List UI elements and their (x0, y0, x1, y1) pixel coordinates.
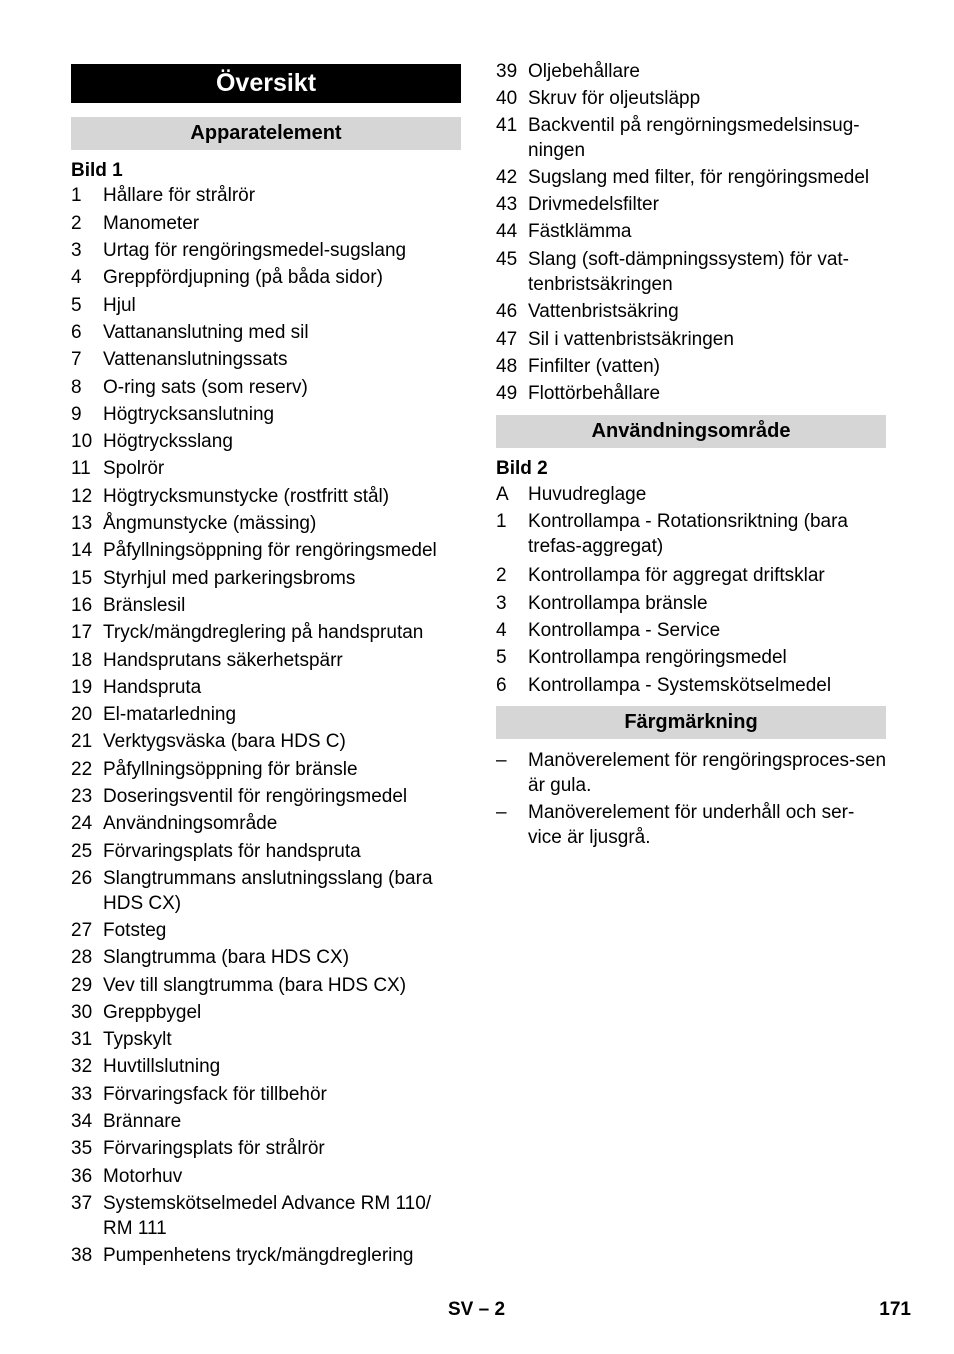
item-number: 14 (71, 540, 93, 561)
item-text: Kontrollampa - Systemskötselmedel (528, 675, 832, 696)
item-text: Påfyllningsöppning för bränsle (103, 759, 358, 780)
item-number: 37 (71, 1193, 93, 1214)
list-item (496, 381, 886, 406)
item-text: Fästklämma (528, 221, 632, 242)
item-number: 45 (496, 249, 518, 270)
item-number: 24 (71, 813, 93, 834)
list-item (496, 509, 886, 559)
section-header-fargmarkning: Färgmärkning (496, 706, 886, 739)
item-text: Motorhuv (103, 1166, 183, 1187)
item-text: Greppfördjupning (på båda sidor) (103, 267, 383, 288)
item-text: Ångmunstycke (mässing) (103, 513, 317, 534)
dash-bullet: – (496, 802, 507, 823)
item-text: Typskylt (103, 1029, 172, 1050)
list-item (71, 648, 461, 673)
list-item (71, 973, 461, 998)
item-number: 38 (71, 1245, 93, 1266)
item-number: 1 (71, 185, 82, 206)
item-text: Handspruta (103, 677, 202, 698)
item-text: Högtrycksslang (103, 431, 233, 452)
item-number: 47 (496, 329, 518, 350)
item-number: 4 (496, 620, 507, 641)
dash-bullet: – (496, 750, 507, 771)
item-number: 27 (71, 920, 93, 941)
item-number: 18 (71, 650, 93, 671)
item-number: 44 (496, 221, 518, 242)
list-item (496, 247, 886, 297)
list-item (496, 591, 886, 616)
list-item (71, 729, 461, 754)
item-number: 21 (71, 731, 93, 752)
item-text: Förvaringsplats för handspruta (103, 841, 361, 862)
item-text: Skruv för oljeutsläpp (528, 88, 701, 109)
list-item (71, 293, 461, 318)
list-item (71, 1109, 461, 1134)
item-number: 9 (71, 404, 82, 425)
item-text: Förvaringsfack för tillbehör (103, 1084, 327, 1105)
item-text: Slangtrummans anslutningsslang (bara HDS CX) (103, 868, 433, 914)
list-item (71, 265, 461, 290)
list-item (71, 1054, 461, 1079)
list-item (71, 839, 461, 864)
item-text: Användningsområde (103, 813, 278, 834)
item-text: El-matarledning (103, 704, 237, 725)
section-header-apparatelement: Apparatelement (71, 117, 461, 150)
item-text: Slangtrumma (bara HDS CX) (103, 947, 350, 968)
item-number: 20 (71, 704, 93, 725)
item-text: O-ring sats (som reserv) (103, 377, 308, 398)
item-number: 4 (71, 267, 82, 288)
item-text: Vattananslutning med sil (103, 322, 309, 343)
item-number: 3 (496, 593, 507, 614)
item-text: Påfyllningsöppning för rengöringsmedel (103, 540, 437, 561)
list-item (71, 757, 461, 782)
item-number: 10 (71, 431, 93, 452)
list-item (496, 673, 886, 698)
list-item (71, 784, 461, 809)
item-number: 40 (496, 88, 518, 109)
item-text: Manöverelement för underhåll och ser-vice är ljusgrå. (528, 802, 855, 848)
item-number: 3 (71, 240, 82, 261)
item-number: 2 (496, 565, 507, 586)
item-number: 30 (71, 1002, 93, 1023)
item-text: Backventil på rengörningsmedelsinsug-ningen (528, 115, 860, 161)
item-text: Manöverelement för rengöringsproces-sen är gula. (528, 750, 887, 796)
list-item (71, 429, 461, 454)
item-number: 28 (71, 947, 93, 968)
list-item (71, 593, 461, 618)
item-text: Högtrycksmunstycke (rostfritt stål) (103, 486, 390, 507)
list-item (496, 192, 886, 217)
list-item (496, 618, 886, 643)
list-item (496, 165, 886, 190)
item-number: 8 (71, 377, 82, 398)
item-text: Systemskötselmedel Advance RM 110/ RM 111 (103, 1193, 432, 1239)
list-item (496, 645, 886, 670)
item-text: Hållare för strålrör (103, 185, 256, 206)
item-text: Urtag för rengöringsmedel-sugslang (103, 240, 407, 261)
list-item (71, 347, 461, 372)
item-number: 5 (71, 295, 82, 316)
item-text: Vev till slangtrumma (bara HDS CX) (103, 975, 407, 996)
item-number: 17 (71, 622, 93, 643)
item-text: Kontrollampa bränsle (528, 593, 708, 614)
list-item (71, 918, 461, 943)
item-number: 11 (71, 458, 91, 479)
item-text: Drivmedelsfilter (528, 194, 659, 215)
list-item (71, 183, 461, 208)
item-text: Brännare (103, 1111, 182, 1132)
item-number: 39 (496, 61, 518, 82)
item-number: A (496, 484, 509, 505)
item-number: 1 (496, 511, 507, 532)
list-item (496, 59, 886, 84)
item-number: 48 (496, 356, 518, 377)
item-number: 33 (71, 1084, 93, 1105)
list-item (71, 1082, 461, 1107)
item-text: Slang (soft-dämpningssystem) för vat-tenbristsäkringen (528, 249, 850, 295)
item-number: 34 (71, 1111, 93, 1132)
list-item (71, 620, 461, 645)
item-text: Doseringsventil för rengöringsmedel (103, 786, 408, 807)
figure-label-bild-1: Bild 1 (71, 160, 123, 181)
list-item (71, 211, 461, 236)
item-text: Greppbygel (103, 1002, 202, 1023)
item-text: Verktygsväska (bara HDS C) (103, 731, 346, 752)
item-text: Handsprutans säkerhetspärr (103, 650, 343, 671)
item-number: 41 (496, 115, 518, 136)
list-item (71, 1191, 461, 1241)
item-number: 12 (71, 486, 93, 507)
item-number: 23 (71, 786, 93, 807)
list-item (496, 86, 886, 111)
item-number: 49 (496, 383, 518, 404)
list-item (71, 675, 461, 700)
item-text: Fotsteg (103, 920, 167, 941)
list-item (71, 1243, 461, 1268)
item-number: 6 (496, 675, 507, 696)
item-text: Kontrollampa rengöringsmedel (528, 647, 787, 668)
item-number: 46 (496, 301, 518, 322)
list-item (71, 484, 461, 509)
list-item (496, 563, 886, 588)
footer-language-page: SV – 2 (448, 1299, 506, 1320)
item-number: 5 (496, 647, 507, 668)
item-number: 29 (71, 975, 93, 996)
item-text: Högtrycksanslutning (103, 404, 275, 425)
item-number: 15 (71, 568, 93, 589)
list-item (496, 219, 886, 244)
item-number: 32 (71, 1056, 93, 1077)
item-number: 36 (71, 1166, 93, 1187)
list-item (71, 375, 461, 400)
list-item (71, 1027, 461, 1052)
item-text: Bränslesil (103, 595, 186, 616)
item-text: Huvudreglage (528, 484, 647, 505)
list-item (71, 1136, 461, 1161)
list-item (496, 113, 886, 163)
dash-list-item (496, 748, 886, 798)
section-header-anvandningsomrade: Användningsområde (496, 415, 886, 448)
list-item (71, 511, 461, 536)
item-text: Styrhjul med parkeringsbroms (103, 568, 356, 589)
item-text: Pumpenhetens tryck/mängdreglering (103, 1245, 414, 1266)
list-item (496, 354, 886, 379)
item-text: Tryck/mängdreglering på handsprutan (103, 622, 424, 643)
item-text: Kontrollampa för aggregat driftsklar (528, 565, 825, 586)
list-item (71, 402, 461, 427)
item-text: Hjul (103, 295, 136, 316)
item-text: Sil i vattenbristsäkringen (528, 329, 734, 350)
page-number: 171 (879, 1299, 911, 1320)
item-number: 2 (71, 213, 82, 234)
item-text: Vattenanslutningssats (103, 349, 288, 370)
item-number: 6 (71, 322, 82, 343)
item-number: 16 (71, 595, 93, 616)
item-text: Manometer (103, 213, 200, 234)
list-item (71, 456, 461, 481)
item-number: 26 (71, 868, 93, 889)
item-text: Huvtillslutning (103, 1056, 221, 1077)
list-item (71, 1164, 461, 1189)
item-text: Kontrollampa - Service (528, 620, 721, 641)
list-item (71, 538, 461, 563)
item-text: Flottörbehållare (528, 383, 661, 404)
item-number: 22 (71, 759, 93, 780)
item-number: 13 (71, 513, 93, 534)
item-number: 35 (71, 1138, 93, 1159)
dash-list-item (496, 800, 886, 850)
figure-label-bild-2: Bild 2 (496, 458, 548, 479)
item-text: Vattenbristsäkring (528, 301, 679, 322)
list-item (496, 482, 886, 507)
item-text: Sugslang med filter, för rengöringsmedel (528, 167, 870, 188)
item-text: Kontrollampa - Rotationsriktning (bara trefas-aggregat) (528, 511, 848, 557)
item-text: Förvaringsplats för strålrör (103, 1138, 325, 1159)
item-number: 31 (71, 1029, 93, 1050)
item-text: Spolrör (103, 458, 165, 479)
list-item (496, 299, 886, 324)
page-title: Översikt (71, 64, 461, 103)
list-item (71, 238, 461, 263)
item-number: 19 (71, 677, 93, 698)
list-item (71, 702, 461, 727)
item-number: 25 (71, 841, 93, 862)
list-item (496, 327, 886, 352)
item-number: 7 (71, 349, 82, 370)
list-item (71, 320, 461, 345)
item-text: Finfilter (vatten) (528, 356, 660, 377)
list-item (71, 811, 461, 836)
item-number: 42 (496, 167, 518, 188)
item-number: 43 (496, 194, 518, 215)
list-item (71, 945, 461, 970)
list-item (71, 866, 461, 916)
item-text: Oljebehållare (528, 61, 640, 82)
list-item (71, 566, 461, 591)
list-item (71, 1000, 461, 1025)
